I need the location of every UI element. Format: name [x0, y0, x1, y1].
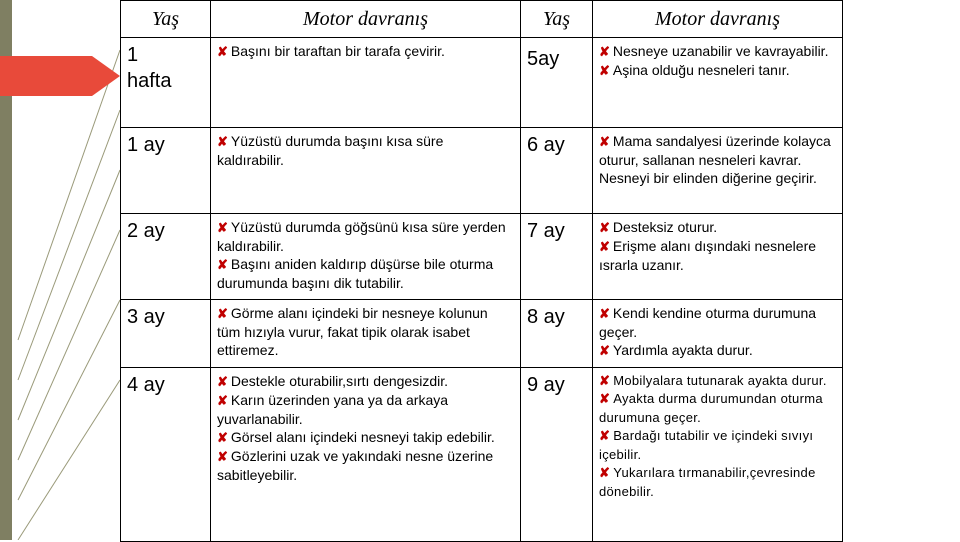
header-motor: Motor davranış — [593, 1, 843, 38]
motor-cell — [593, 300, 843, 368]
motor-cell — [211, 214, 521, 300]
motor-cell — [593, 38, 843, 128]
list-item: ✘ Yüzüstü durumda göğsünü kısa süre yerden kaldırabilir. — [217, 219, 506, 254]
age-cell: 2 ay — [121, 214, 211, 300]
table-row — [121, 214, 843, 300]
list-item: ✘ Görme alanı içindeki bir nesneye kolunun tüm hızıyla vurur, fakat tipik olarak isabet ettiremez. — [217, 305, 488, 359]
list-item: ✘ Bardağı tutabilir ve içindeki sıvıyı içebilir. — [599, 428, 814, 462]
age-cell: 1 hafta — [121, 38, 211, 128]
age-cell: 4 ay — [121, 368, 211, 542]
cross-mark-icon: ✘ — [599, 306, 610, 321]
table-row — [121, 128, 843, 214]
list-item: ✘ Görsel alanı içindeki nesneyi takip edebilir. — [217, 428, 495, 445]
header-row — [121, 1, 843, 38]
cross-mark-icon: ✘ — [599, 44, 610, 59]
list-item: ✘ Yukarılara tırmanabilir,çevresinde dönebilir. — [599, 465, 816, 499]
age-cell: 6 ay — [521, 128, 593, 214]
motor-cell — [211, 368, 521, 542]
cross-mark-icon: ✘ — [599, 428, 611, 444]
cross-mark-icon: ✘ — [217, 392, 228, 408]
age-cell: 3 ay — [121, 300, 211, 368]
motor-cell — [593, 128, 843, 214]
list-item: ✘ Kendi kendine oturma durumuna geçer. — [599, 305, 817, 340]
age-cell: 7 ay — [521, 214, 593, 300]
motor-cell — [211, 300, 521, 368]
list-item: ✘ Ayakta durma durumundan oturma durumuna geçer. — [599, 391, 823, 425]
cross-mark-icon: ✘ — [217, 448, 228, 464]
cross-mark-icon: ✘ — [217, 429, 228, 445]
list-item: ✘ Mama sandalyesi üzerinde kolayca oturur, sallanan nesneleri kavrar. Nesneyi bir elinden diğerine geçirir. — [599, 133, 831, 187]
red-arrow-icon — [0, 56, 120, 96]
cross-mark-icon: ✘ — [599, 373, 611, 388]
cross-mark-icon: ✘ — [217, 134, 228, 149]
list-item: ✘ Yüzüstü durumda başını kısa süre kaldırabilir. — [217, 133, 444, 168]
cross-mark-icon: ✘ — [599, 343, 610, 359]
list-item: ✘ Aşina olduğu nesneleri tanır. — [599, 61, 790, 78]
motor-development-table — [120, 0, 843, 542]
age-cell: 9 ay — [521, 368, 593, 542]
cross-mark-icon: ✘ — [217, 44, 228, 59]
list-item: ✘ Yardımla ayakta durur. — [599, 342, 753, 359]
cross-mark-icon: ✘ — [217, 220, 228, 235]
cross-mark-icon: ✘ — [599, 465, 611, 481]
motor-cell — [593, 214, 843, 300]
list-item: ✘ Nesneye uzanabilir ve kavrayabilir. — [599, 43, 829, 59]
list-item: ✘ Erişme alanı dışındaki nesnelere ısrarla uzanır. — [599, 237, 817, 273]
list-item: ✘ Gözlerini uzak ve yakındaki nesne üzerine sabitleyebilir. — [217, 447, 494, 483]
cross-mark-icon: ✘ — [599, 220, 610, 235]
header-age: Yaş — [121, 1, 211, 38]
list-item: ✘ Karın üzerinden yana ya da arkaya yuvarlanabilir. — [217, 391, 449, 427]
list-item: ✘ Başını bir taraftan bir tarafa çevirir. — [217, 43, 445, 59]
table-row — [121, 368, 843, 542]
list-item: ✘ Başını aniden kaldırıp düşürse bile oturma durumunda başını dik tutabilir. — [217, 256, 494, 291]
age-cell: 8 ay — [521, 300, 593, 368]
age-cell: 1 ay — [121, 128, 211, 214]
list-item: ✘ Desteksiz oturur. — [599, 219, 718, 235]
age-cell: 5ay — [521, 38, 593, 128]
cross-mark-icon: ✘ — [217, 374, 228, 389]
cross-mark-icon: ✘ — [217, 257, 228, 273]
list-item: ✘ Mobilyalara tutunarak ayakta durur. — [599, 373, 827, 388]
header-motor: Motor davranış — [211, 1, 521, 38]
motor-cell — [211, 128, 521, 214]
header-age: Yaş — [521, 1, 593, 38]
list-item: ✘ Destekle oturabilir,sırtı dengesizdir. — [217, 373, 449, 389]
motor-cell — [593, 368, 843, 542]
table-row — [121, 38, 843, 128]
cross-mark-icon: ✘ — [599, 62, 610, 78]
cross-mark-icon: ✘ — [599, 238, 610, 254]
table-row — [121, 300, 843, 368]
cross-mark-icon: ✘ — [599, 391, 611, 407]
cross-mark-icon: ✘ — [217, 306, 228, 321]
cross-mark-icon: ✘ — [599, 134, 610, 149]
motor-cell — [211, 38, 521, 128]
